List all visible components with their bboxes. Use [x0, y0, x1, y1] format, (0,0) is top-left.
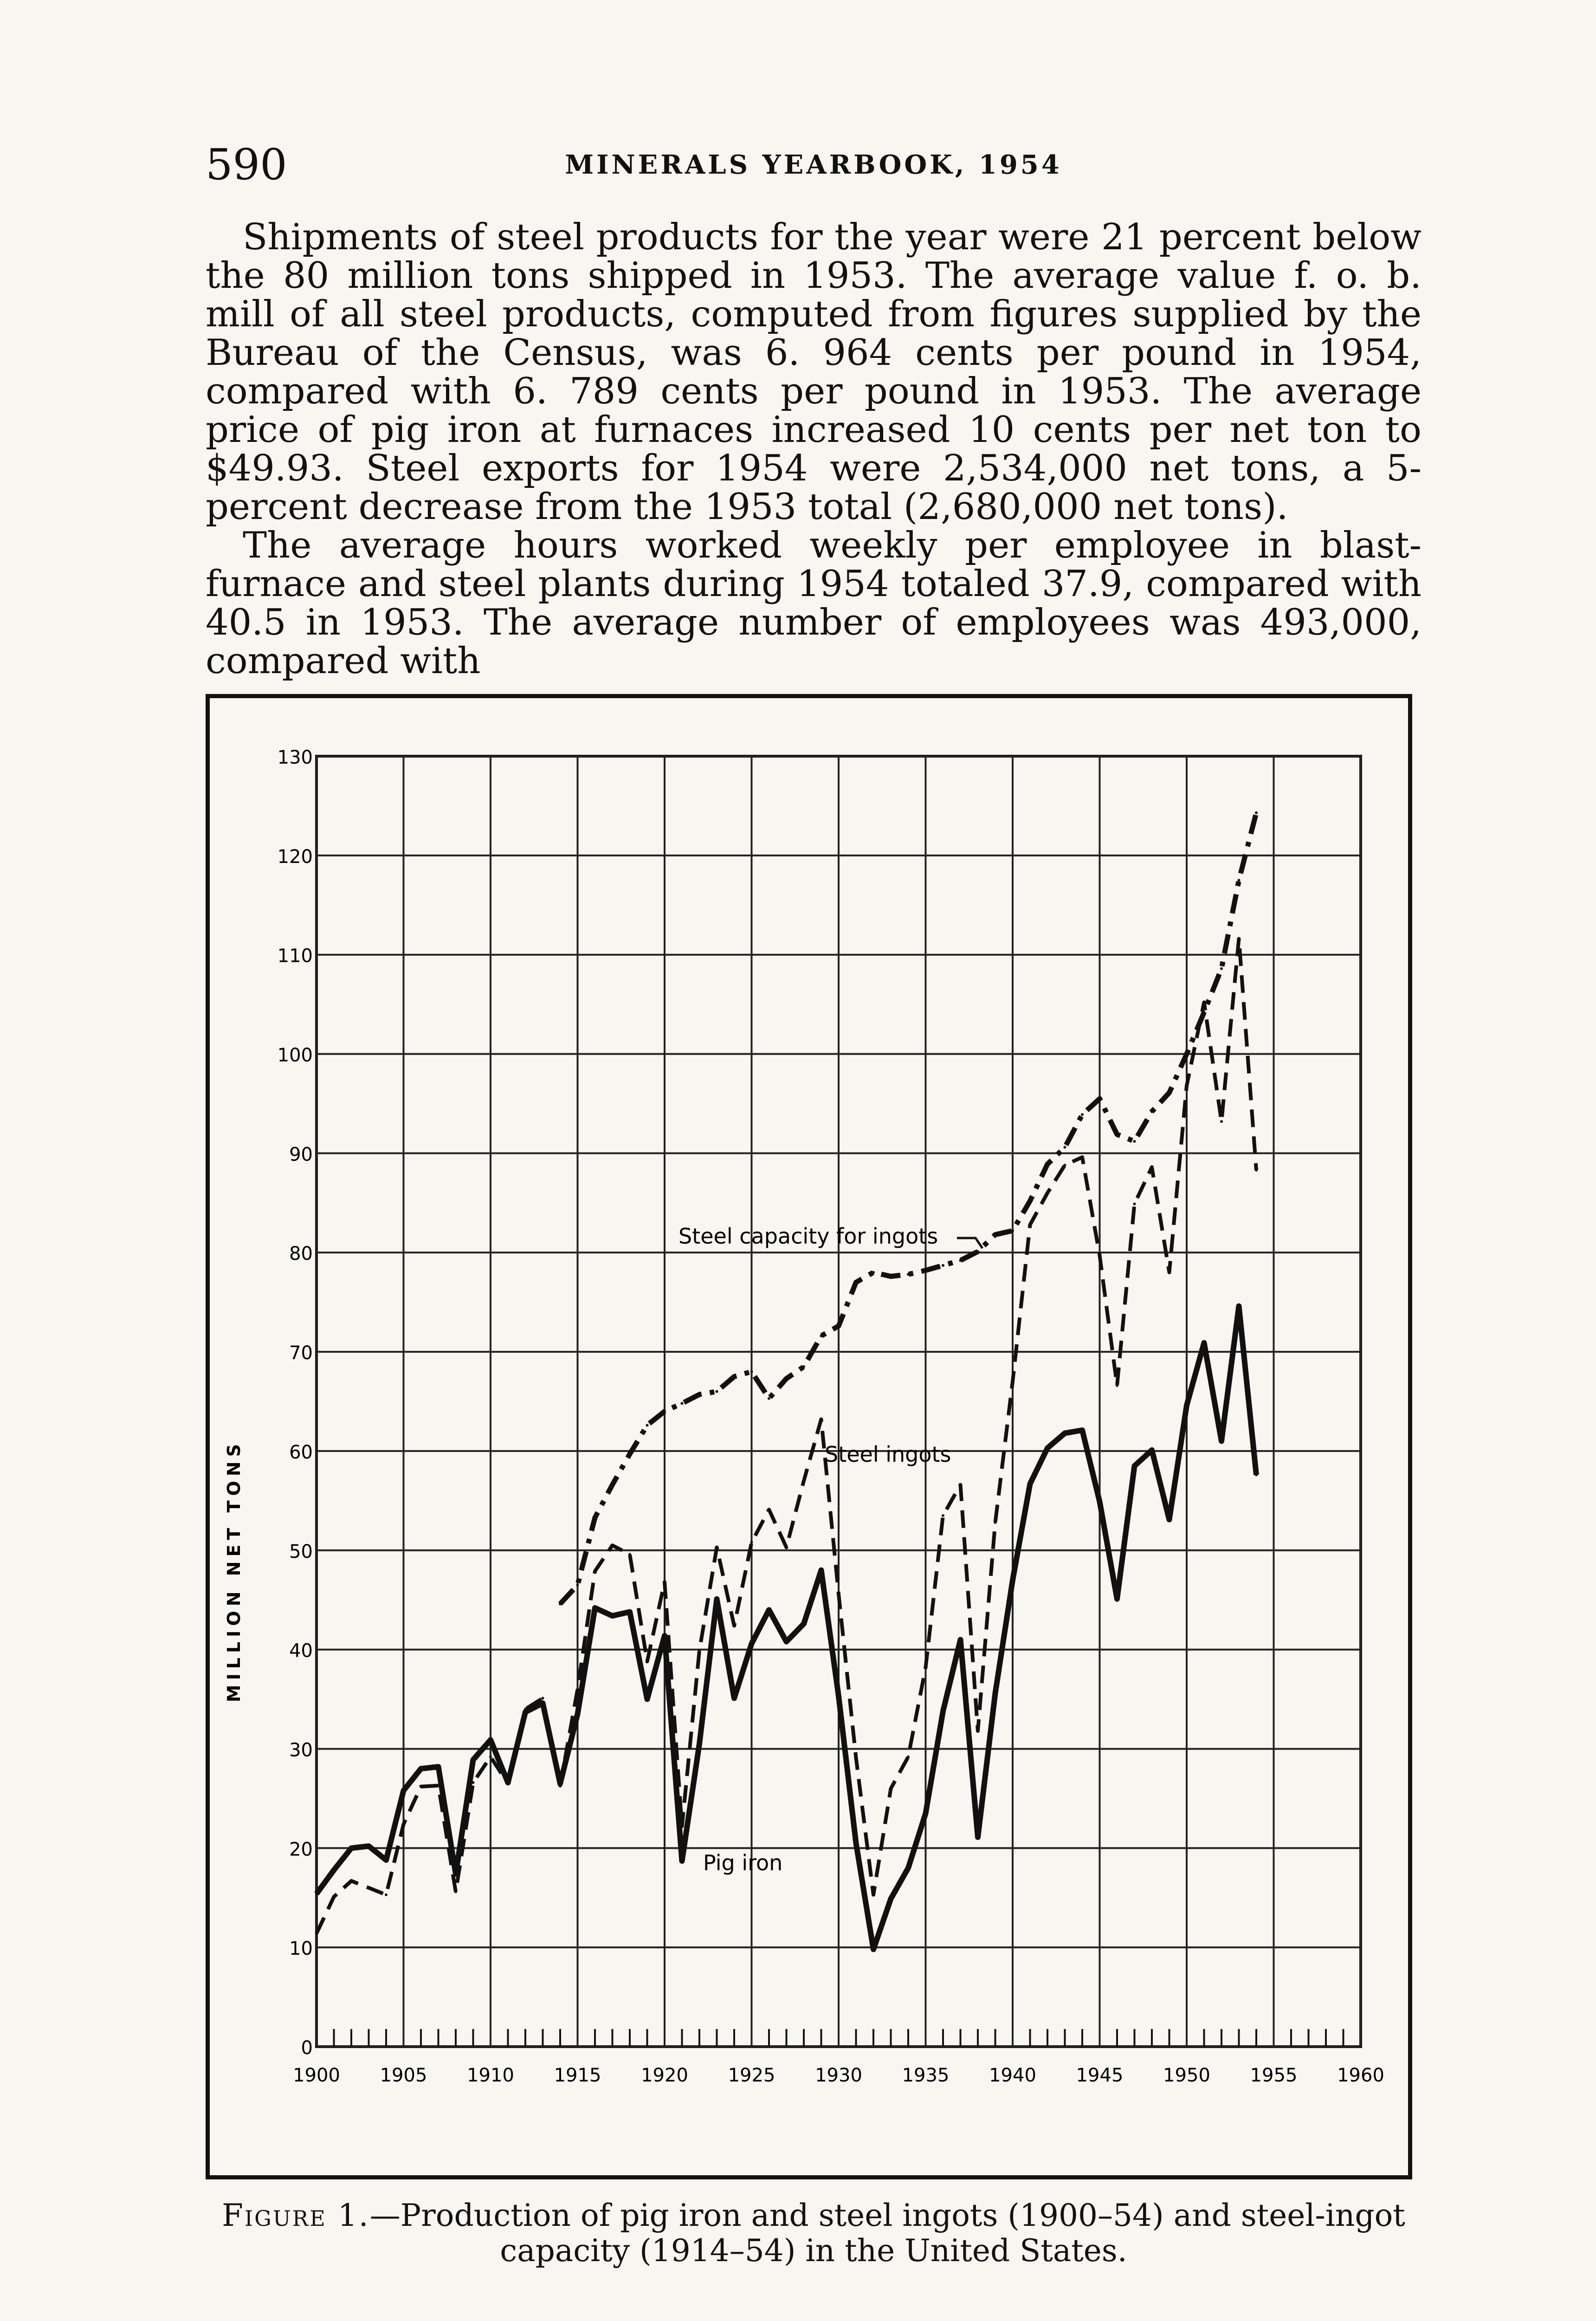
data-point-steel-ingots [542, 1697, 544, 1699]
data-point-pig-iron [628, 1610, 631, 1613]
y-tick-label: 130 [277, 747, 313, 768]
data-point-pig-iron [1081, 1429, 1084, 1432]
data-point-steel-ingots [507, 1782, 510, 1785]
data-point-steel-ingots [628, 1553, 631, 1556]
data-point-pig-iron [611, 1614, 614, 1617]
annotation-steel-capacity: Steel capacity for ingots [678, 1224, 938, 1249]
page-header [206, 139, 1422, 190]
data-point-steel-ingots [1064, 1164, 1066, 1167]
data-point-steel-capacity-for-ingots [698, 1393, 701, 1396]
data-point-pig-iron [872, 1948, 875, 1951]
data-point-steel-ingots [594, 1570, 596, 1573]
data-point-steel-ingots [437, 1784, 440, 1787]
data-point-pig-iron [976, 1836, 979, 1839]
data-point-steel-capacity-for-ingots [611, 1484, 614, 1486]
x-tick-label: 1940 [989, 2065, 1036, 2086]
data-point-pig-iron [576, 1713, 579, 1716]
data-point-steel-capacity-for-ingots [872, 1271, 875, 1274]
y-tick-label: 30 [289, 1739, 313, 1761]
data-point-steel-capacity-for-ingots [1046, 1163, 1049, 1166]
data-point-steel-ingots [820, 1418, 823, 1420]
data-point-steel-ingots [611, 1544, 614, 1547]
y-tick-label: 90 [289, 1144, 313, 1166]
data-point-steel-ingots [1046, 1192, 1049, 1194]
data-point-pig-iron [1238, 1305, 1241, 1308]
data-point-steel-capacity-for-ingots [959, 1259, 962, 1262]
data-point-steel-capacity-for-ingots [1220, 967, 1223, 970]
x-tick-label: 1945 [1076, 2065, 1124, 2086]
data-point-steel-ingots [368, 1887, 370, 1889]
data-point-steel-capacity-for-ingots [1081, 1113, 1084, 1116]
annotation-steel-ingots: Steel ingots [825, 1442, 951, 1467]
data-point-steel-capacity-for-ingots [681, 1402, 684, 1405]
x-tick-label: 1925 [728, 2065, 775, 2086]
figure-caption-text: —Production of pig iron and steel ingots (1900–54) and steel-ingot capacity (1914–54) in the United States. [369, 2198, 1405, 2269]
data-point-steel-capacity-for-ingots [890, 1275, 892, 1278]
data-point-steel-ingots [855, 1757, 858, 1759]
data-point-steel-capacity-for-ingots [576, 1584, 579, 1587]
data-point-pig-iron [855, 1842, 858, 1845]
data-point-steel-capacity-for-ingots [855, 1281, 858, 1284]
data-point-steel-capacity-for-ingots [837, 1324, 840, 1327]
data-point-steel-ingots [1150, 1166, 1153, 1168]
data-point-steel-ingots [872, 1893, 875, 1896]
data-point-steel-capacity-for-ingots [594, 1516, 596, 1519]
data-point-pig-iron [1046, 1447, 1049, 1450]
data-point-steel-ingots [454, 1890, 457, 1893]
running-title: MINERALS YEARBOOK, 1954 [565, 149, 1062, 180]
data-point-steel-ingots [559, 1784, 562, 1787]
data-point-steel-ingots [750, 1541, 753, 1544]
x-tick-label: 1905 [380, 2065, 427, 2086]
data-point-steel-capacity-for-ingots [1133, 1140, 1136, 1143]
page-number: 590 [206, 140, 287, 189]
data-point-steel-capacity-for-ingots [942, 1264, 944, 1267]
data-point-pig-iron [907, 1867, 910, 1869]
data-point-steel-ingots [976, 1730, 979, 1732]
data-point-steel-capacity-for-ingots [924, 1269, 927, 1272]
data-point-pig-iron [472, 1758, 475, 1761]
x-tick-label: 1930 [815, 2065, 862, 2086]
data-point-pig-iron [646, 1698, 649, 1701]
x-tick-label: 1910 [467, 2065, 514, 2086]
data-point-steel-ingots [942, 1514, 944, 1517]
y-tick-label: 70 [289, 1342, 313, 1364]
data-point-steel-capacity-for-ingots [1116, 1133, 1118, 1136]
x-tick-label: 1955 [1250, 2065, 1298, 2086]
data-point-pig-iron [1168, 1518, 1171, 1521]
data-point-pig-iron [802, 1622, 805, 1625]
data-point-pig-iron [785, 1640, 788, 1643]
data-point-pig-iron [716, 1598, 718, 1601]
data-point-steel-capacity-for-ingots [1098, 1097, 1101, 1100]
data-point-steel-capacity-for-ingots [1255, 811, 1258, 814]
data-point-steel-ingots [1185, 1084, 1188, 1087]
data-point-pig-iron [420, 1767, 422, 1770]
data-point-pig-iron [1011, 1579, 1014, 1582]
series-line-steel-ingots [317, 939, 1256, 1934]
data-point-steel-capacity-for-ingots [1203, 1011, 1206, 1014]
data-point-steel-ingots [994, 1521, 997, 1524]
data-point-steel-ingots [472, 1781, 475, 1784]
data-point-pig-iron [959, 1638, 962, 1641]
data-point-pig-iron [698, 1743, 701, 1745]
data-point-pig-iron [350, 1847, 353, 1849]
data-point-steel-ingots [837, 1593, 840, 1595]
data-point-steel-ingots [333, 1895, 336, 1898]
data-point-steel-ingots [768, 1508, 770, 1511]
x-tick-label: 1920 [641, 2065, 688, 2086]
data-point-pig-iron [1029, 1482, 1032, 1485]
data-point-steel-capacity-for-ingots [785, 1377, 788, 1380]
data-point-pig-iron [924, 1812, 927, 1815]
data-point-steel-capacity-for-ingots [994, 1233, 997, 1236]
data-point-pig-iron [368, 1845, 370, 1848]
y-tick-label: 100 [277, 1044, 313, 1066]
x-tick-label: 1915 [554, 2065, 601, 2086]
data-point-pig-iron [681, 1860, 684, 1862]
y-tick-label: 50 [289, 1541, 313, 1562]
figure-frame [206, 694, 1412, 2179]
data-point-steel-ingots [315, 1932, 318, 1935]
figure-label: Figure 1. [222, 2198, 370, 2233]
data-point-pig-iron [994, 1692, 997, 1695]
data-point-steel-ingots [524, 1708, 527, 1711]
body-text [206, 218, 1422, 681]
data-point-steel-ingots [1133, 1202, 1136, 1205]
figure-caption [206, 2198, 1422, 2269]
data-point-steel-ingots [1116, 1384, 1118, 1387]
y-tick-label: 110 [277, 945, 313, 967]
x-tick-label: 1950 [1163, 2065, 1210, 2086]
data-point-steel-ingots [907, 1756, 910, 1758]
data-point-pig-iron [1150, 1449, 1153, 1452]
data-point-steel-ingots [681, 1825, 684, 1828]
y-tick-label: 80 [289, 1243, 313, 1265]
annotation-pig-iron: Pig iron [703, 1850, 783, 1875]
data-point-steel-capacity-for-ingots [559, 1602, 562, 1605]
data-point-pig-iron [402, 1789, 405, 1792]
data-point-steel-ingots [733, 1624, 736, 1627]
data-point-steel-capacity-for-ingots [1150, 1110, 1153, 1113]
data-point-pig-iron [437, 1765, 440, 1768]
y-axis-label: MILLION NET TONS [224, 1439, 244, 1703]
data-point-steel-ingots [1238, 937, 1241, 940]
data-point-steel-ingots [959, 1484, 962, 1486]
data-point-pig-iron [1064, 1432, 1066, 1434]
data-point-pig-iron [1116, 1598, 1118, 1601]
y-tick-label: 40 [289, 1640, 313, 1662]
data-point-steel-capacity-for-ingots [1168, 1091, 1171, 1094]
y-tick-label: 0 [301, 2037, 313, 2059]
data-point-steel-ingots [1029, 1223, 1032, 1226]
data-point-steel-ingots [402, 1823, 405, 1826]
data-point-steel-ingots [802, 1479, 805, 1482]
data-point-steel-capacity-for-ingots [907, 1273, 910, 1276]
grid [317, 756, 1361, 2047]
data-point-pig-iron [820, 1569, 823, 1572]
data-point-pig-iron [768, 1608, 770, 1611]
data-point-steel-ingots [1255, 1169, 1258, 1172]
data-point-pig-iron [1133, 1465, 1136, 1467]
data-point-pig-iron [733, 1697, 736, 1699]
data-point-steel-ingots [420, 1785, 422, 1788]
y-tick-label: 60 [289, 1441, 313, 1463]
data-point-pig-iron [1255, 1473, 1258, 1476]
data-point-steel-ingots [785, 1546, 788, 1549]
data-point-steel-capacity-for-ingots [1064, 1146, 1066, 1149]
data-point-pig-iron [1098, 1500, 1101, 1503]
data-point-steel-ingots [385, 1893, 388, 1896]
data-point-steel-capacity-for-ingots [1185, 1053, 1188, 1056]
y-tick-label: 10 [289, 1938, 313, 1960]
x-tick-label: 1900 [293, 2065, 340, 2086]
data-point-pig-iron [333, 1868, 336, 1871]
data-point-pig-iron [942, 1710, 944, 1712]
data-point-steel-capacity-for-ingots [976, 1250, 979, 1253]
data-point-pig-iron [315, 1893, 318, 1895]
annotation-arrow [957, 1238, 982, 1248]
y-tick-label: 120 [277, 846, 313, 868]
data-point-steel-capacity-for-ingots [1029, 1199, 1032, 1202]
data-point-steel-capacity-for-ingots [750, 1370, 753, 1373]
data-point-steel-ingots [924, 1666, 927, 1669]
data-point-steel-ingots [1011, 1380, 1014, 1383]
chart [210, 698, 1408, 2175]
data-point-steel-capacity-for-ingots [716, 1390, 718, 1393]
data-point-steel-capacity-for-ingots [1238, 879, 1241, 882]
data-point-steel-capacity-for-ingots [733, 1375, 736, 1378]
data-point-pig-iron [890, 1897, 892, 1900]
data-point-steel-ingots [489, 1756, 492, 1758]
data-point-pig-iron [1220, 1440, 1223, 1443]
paragraph: The average hours worked weekly per employee in blast-furnace and steel plants during 1954 totaled 37.9, compared with 40.5 in 1953. The average number of employees was 493,000, compared with [206, 525, 1422, 682]
paragraph: Shipments of steel products for the year were 21 percent below the 80 million tons shipped in 1953. The average value f. o. b. mill of all steel products, computed from figures supplied by the Bureau of the Census, was 6. 964 cents per pound in 1954, compared with 6. 789 cents per pound in 1953. The average price of pig iron at furnaces increased 10 cents per net ton to $49.93. Steel exports for 1954 were 2,534,000 net tons, a 5-percent decrease from the 1953 total (2,680,000 net tons). [206, 216, 1422, 528]
data-point-steel-ingots [890, 1787, 892, 1790]
data-point-steel-ingots [1220, 1120, 1223, 1123]
data-point-steel-ingots [1081, 1156, 1084, 1159]
series-layer [315, 811, 1258, 1951]
x-tick-label: 1960 [1337, 2065, 1384, 2086]
data-point-steel-ingots [576, 1688, 579, 1691]
y-tick-label: 20 [289, 1839, 313, 1861]
data-point-pig-iron [489, 1738, 492, 1741]
data-point-pig-iron [594, 1607, 596, 1609]
data-point-steel-ingots [350, 1880, 353, 1882]
data-point-steel-capacity-for-ingots [820, 1335, 823, 1337]
data-point-steel-capacity-for-ingots [646, 1424, 649, 1426]
data-point-pig-iron [750, 1642, 753, 1645]
data-point-steel-ingots [1098, 1254, 1101, 1257]
data-point-steel-capacity-for-ingots [768, 1397, 770, 1400]
data-point-steel-ingots [716, 1546, 718, 1549]
data-point-steel-capacity-for-ingots [663, 1410, 666, 1413]
data-point-steel-capacity-for-ingots [802, 1365, 805, 1368]
data-point-steel-ingots [1168, 1271, 1171, 1274]
data-point-steel-ingots [698, 1649, 701, 1652]
data-point-pig-iron [1185, 1404, 1188, 1407]
data-point-steel-capacity-for-ingots [1011, 1229, 1014, 1232]
data-point-pig-iron [524, 1711, 527, 1713]
data-point-steel-ingots [646, 1660, 649, 1663]
data-point-steel-capacity-for-ingots [628, 1452, 631, 1455]
data-point-pig-iron [542, 1702, 544, 1705]
x-tick-label: 1935 [902, 2065, 950, 2086]
series-line-pig-iron [317, 1306, 1256, 1950]
data-point-pig-iron [1203, 1342, 1206, 1344]
data-point-pig-iron [837, 1695, 840, 1698]
data-point-pig-iron [385, 1859, 388, 1861]
data-point-steel-ingots [663, 1581, 666, 1583]
data-point-pig-iron [663, 1634, 666, 1637]
